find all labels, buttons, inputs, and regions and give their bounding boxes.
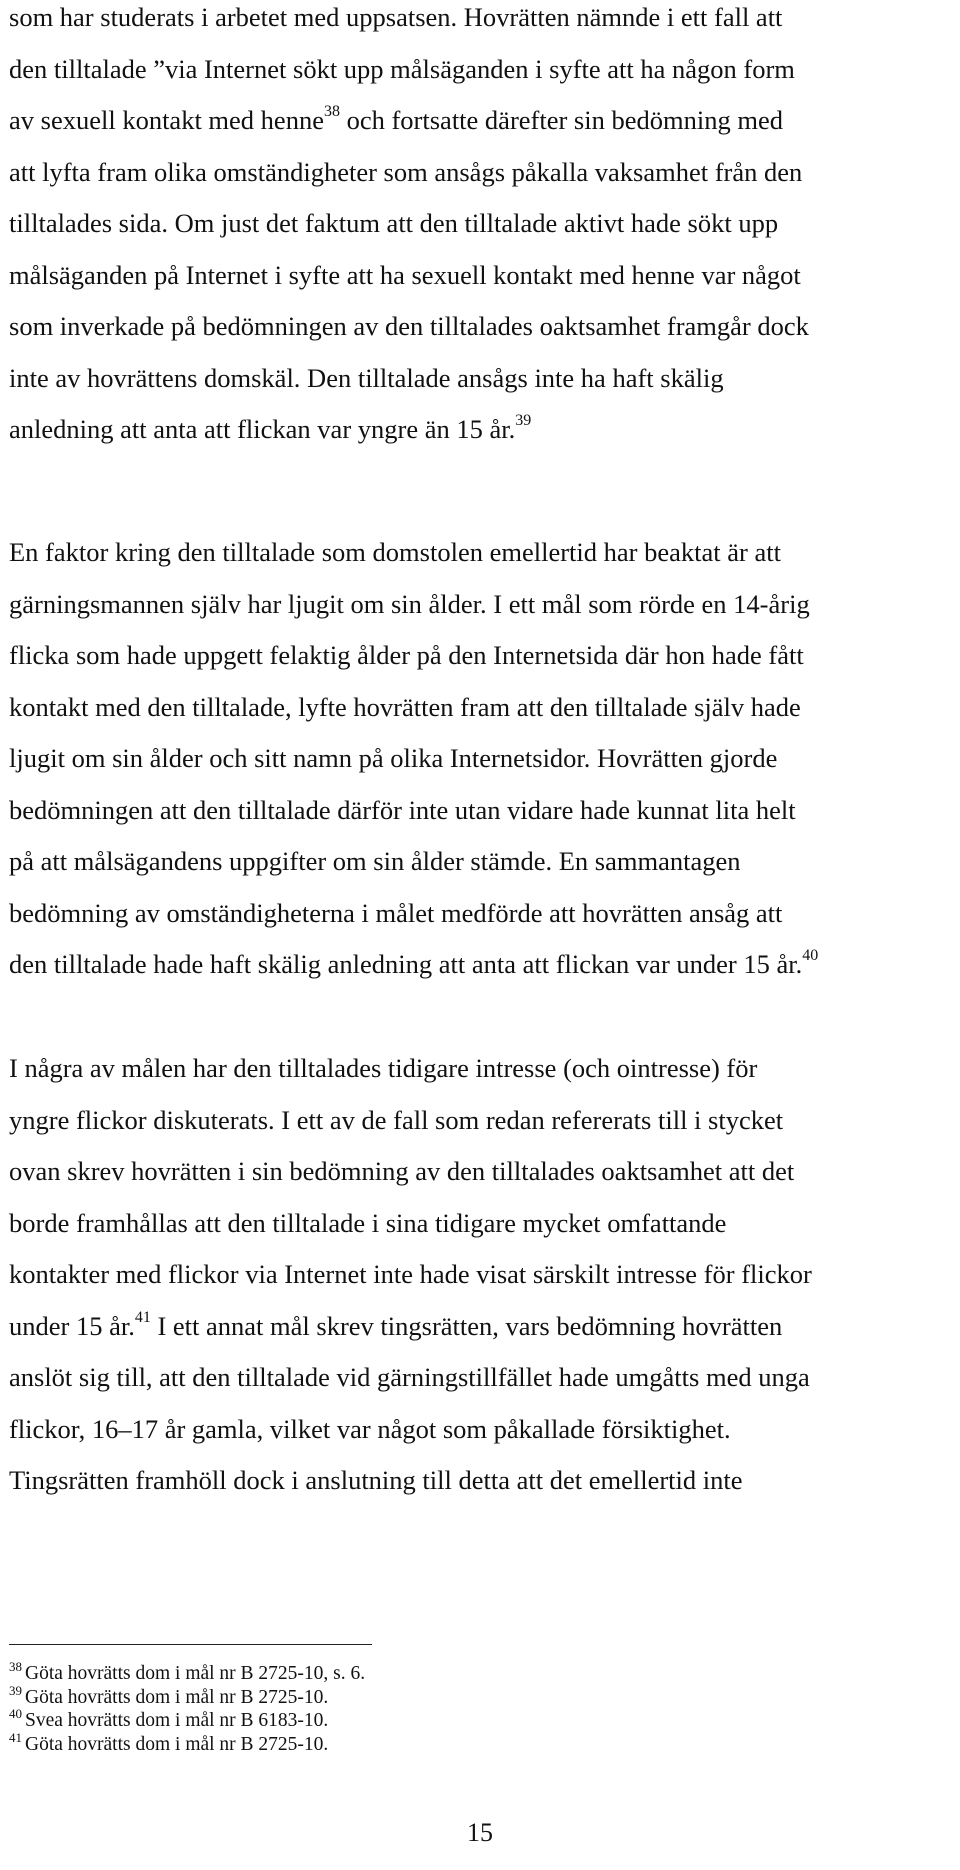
text-line: kontakt med den tilltalade, lyfte hovrätten fram att den tilltalade själv hade bbox=[9, 691, 801, 722]
text-line bbox=[9, 404, 949, 456]
paragraph-1 bbox=[9, 0, 949, 456]
text-line: anslöt sig till, att den tilltalade vid gärningstillfället hade umgåtts med unga bbox=[9, 1362, 810, 1392]
text-segment: den tilltalade hade haft skälig anledning att anta att flickan var under 15 år. bbox=[9, 949, 803, 979]
text-line: yngre flickor diskuterats. I ett av de fall som redan refererats till i stycket bbox=[9, 1104, 784, 1135]
footnote-number: 40 bbox=[9, 1706, 22, 1722]
text-line: kontakter med flickor via Internet inte hade visat särskilt intresse för flickor bbox=[9, 1259, 812, 1289]
footnote-41 bbox=[9, 1730, 709, 1757]
text-line: inte av hovrättens domskäl. Den tilltalade ansågs inte ha haft skälig bbox=[9, 362, 724, 393]
text-line: flicka som hade uppgett felaktig ålder på den Internetsida där hon hade fått bbox=[9, 640, 804, 670]
text-line: den tilltalade ”via Internet sökt upp målsäganden i syfte att ha någon form bbox=[9, 53, 795, 84]
text-line: på att målsägandens uppgifter om sin ålder stämde. En sammantagen bbox=[9, 846, 741, 876]
footnote-39 bbox=[9, 1682, 709, 1710]
footnote-reference-39: 39 bbox=[515, 412, 532, 429]
paragraph-3 bbox=[9, 1043, 949, 1507]
text-line: flickor, 16–17 år gamla, vilket var något som påkallade försiktighet. bbox=[9, 1413, 731, 1444]
footnotes bbox=[9, 1659, 709, 1757]
footnote-text: Göta hovrätts dom i mål nr B 2725-10. bbox=[25, 1686, 329, 1708]
paragraph-2 bbox=[9, 527, 949, 991]
text-line: att lyfta fram olika omständigheter som ansågs påkalla vaksamhet från den bbox=[9, 156, 803, 187]
text-line: bedömningen att den tilltalade därför inte utan vidare hade kunnat lita helt bbox=[9, 794, 796, 825]
footnote-reference-40: 40 bbox=[802, 947, 819, 964]
text-line: bedömning av omständigheterna i målet medförde att hovrätten ansåg att bbox=[9, 897, 783, 928]
footnote-text: Göta hovrätts dom i mål nr B 2725-10, s. 6. bbox=[25, 1663, 366, 1684]
text-segment: och fortsatte därefter sin bedömning med bbox=[339, 105, 783, 135]
text-line: ljugit om sin ålder och sitt namn på olika Internetsidor. Hovrätten gjorde bbox=[9, 743, 778, 773]
text-line: borde framhållas att den tilltalade i sina tidigare mycket omfattande bbox=[9, 1207, 727, 1238]
footnote-separator bbox=[9, 1644, 372, 1645]
text-segment: I ett annat mål skrev tingsrätten, vars bedömning hovrätten bbox=[150, 1310, 783, 1341]
footnote-number: 39 bbox=[9, 1682, 22, 1698]
text-line: gärningsmannen själv har ljugit om sin ålder. I ett mål som rörde en 14-årig bbox=[9, 588, 810, 619]
text-line: tilltalades sida. Om just det faktum att den tilltalade aktivt hade sökt upp bbox=[9, 208, 779, 238]
text-line: Tingsrätten framhöll dock i anslutning till detta att det emellertid inte bbox=[9, 1465, 743, 1495]
text-line: En faktor kring den tilltalade som domstolen emellertid har beaktat är att bbox=[9, 537, 781, 567]
footnote-number: 38 bbox=[9, 1659, 22, 1674]
text-segment: anledning att anta att flickan var yngre än 15 år. bbox=[9, 414, 516, 444]
footnote-38 bbox=[9, 1659, 709, 1686]
text-line bbox=[9, 939, 949, 991]
text-line: I några av målen har den tilltalades tidigare intresse (och ointresse) för bbox=[9, 1053, 758, 1083]
text-line bbox=[9, 95, 949, 147]
footnote-text: Göta hovrätts dom i mål nr B 2725-10. bbox=[25, 1734, 329, 1756]
footnote-text: Svea hovrätts dom i mål nr B 6183-10. bbox=[25, 1710, 329, 1732]
footnote-reference-38: 38 bbox=[323, 103, 340, 120]
text-segment: under 15 år. bbox=[9, 1310, 135, 1341]
text-line: ovan skrev hovrätten i sin bedömning av den tilltalades oaktsamhet att det bbox=[9, 1156, 795, 1186]
page-number: 15 bbox=[467, 1818, 493, 1847]
text-line: målsäganden på Internet i syfte att ha sexuell kontakt med henne var något bbox=[9, 259, 801, 290]
text-line: som har studerats i arbetet med uppsatsen. Hovrätten nämnde i ett fall att bbox=[9, 2, 783, 32]
footnote-reference-41: 41 bbox=[134, 1308, 151, 1326]
footnote-40 bbox=[9, 1706, 709, 1733]
text-line: som inverkade på bedömningen av den tilltalades oaktsamhet framgår dock bbox=[9, 311, 809, 341]
text-segment: av sexuell kontakt med henne bbox=[9, 105, 324, 135]
footnote-number: 41 bbox=[9, 1730, 22, 1746]
text-line bbox=[9, 1301, 949, 1353]
